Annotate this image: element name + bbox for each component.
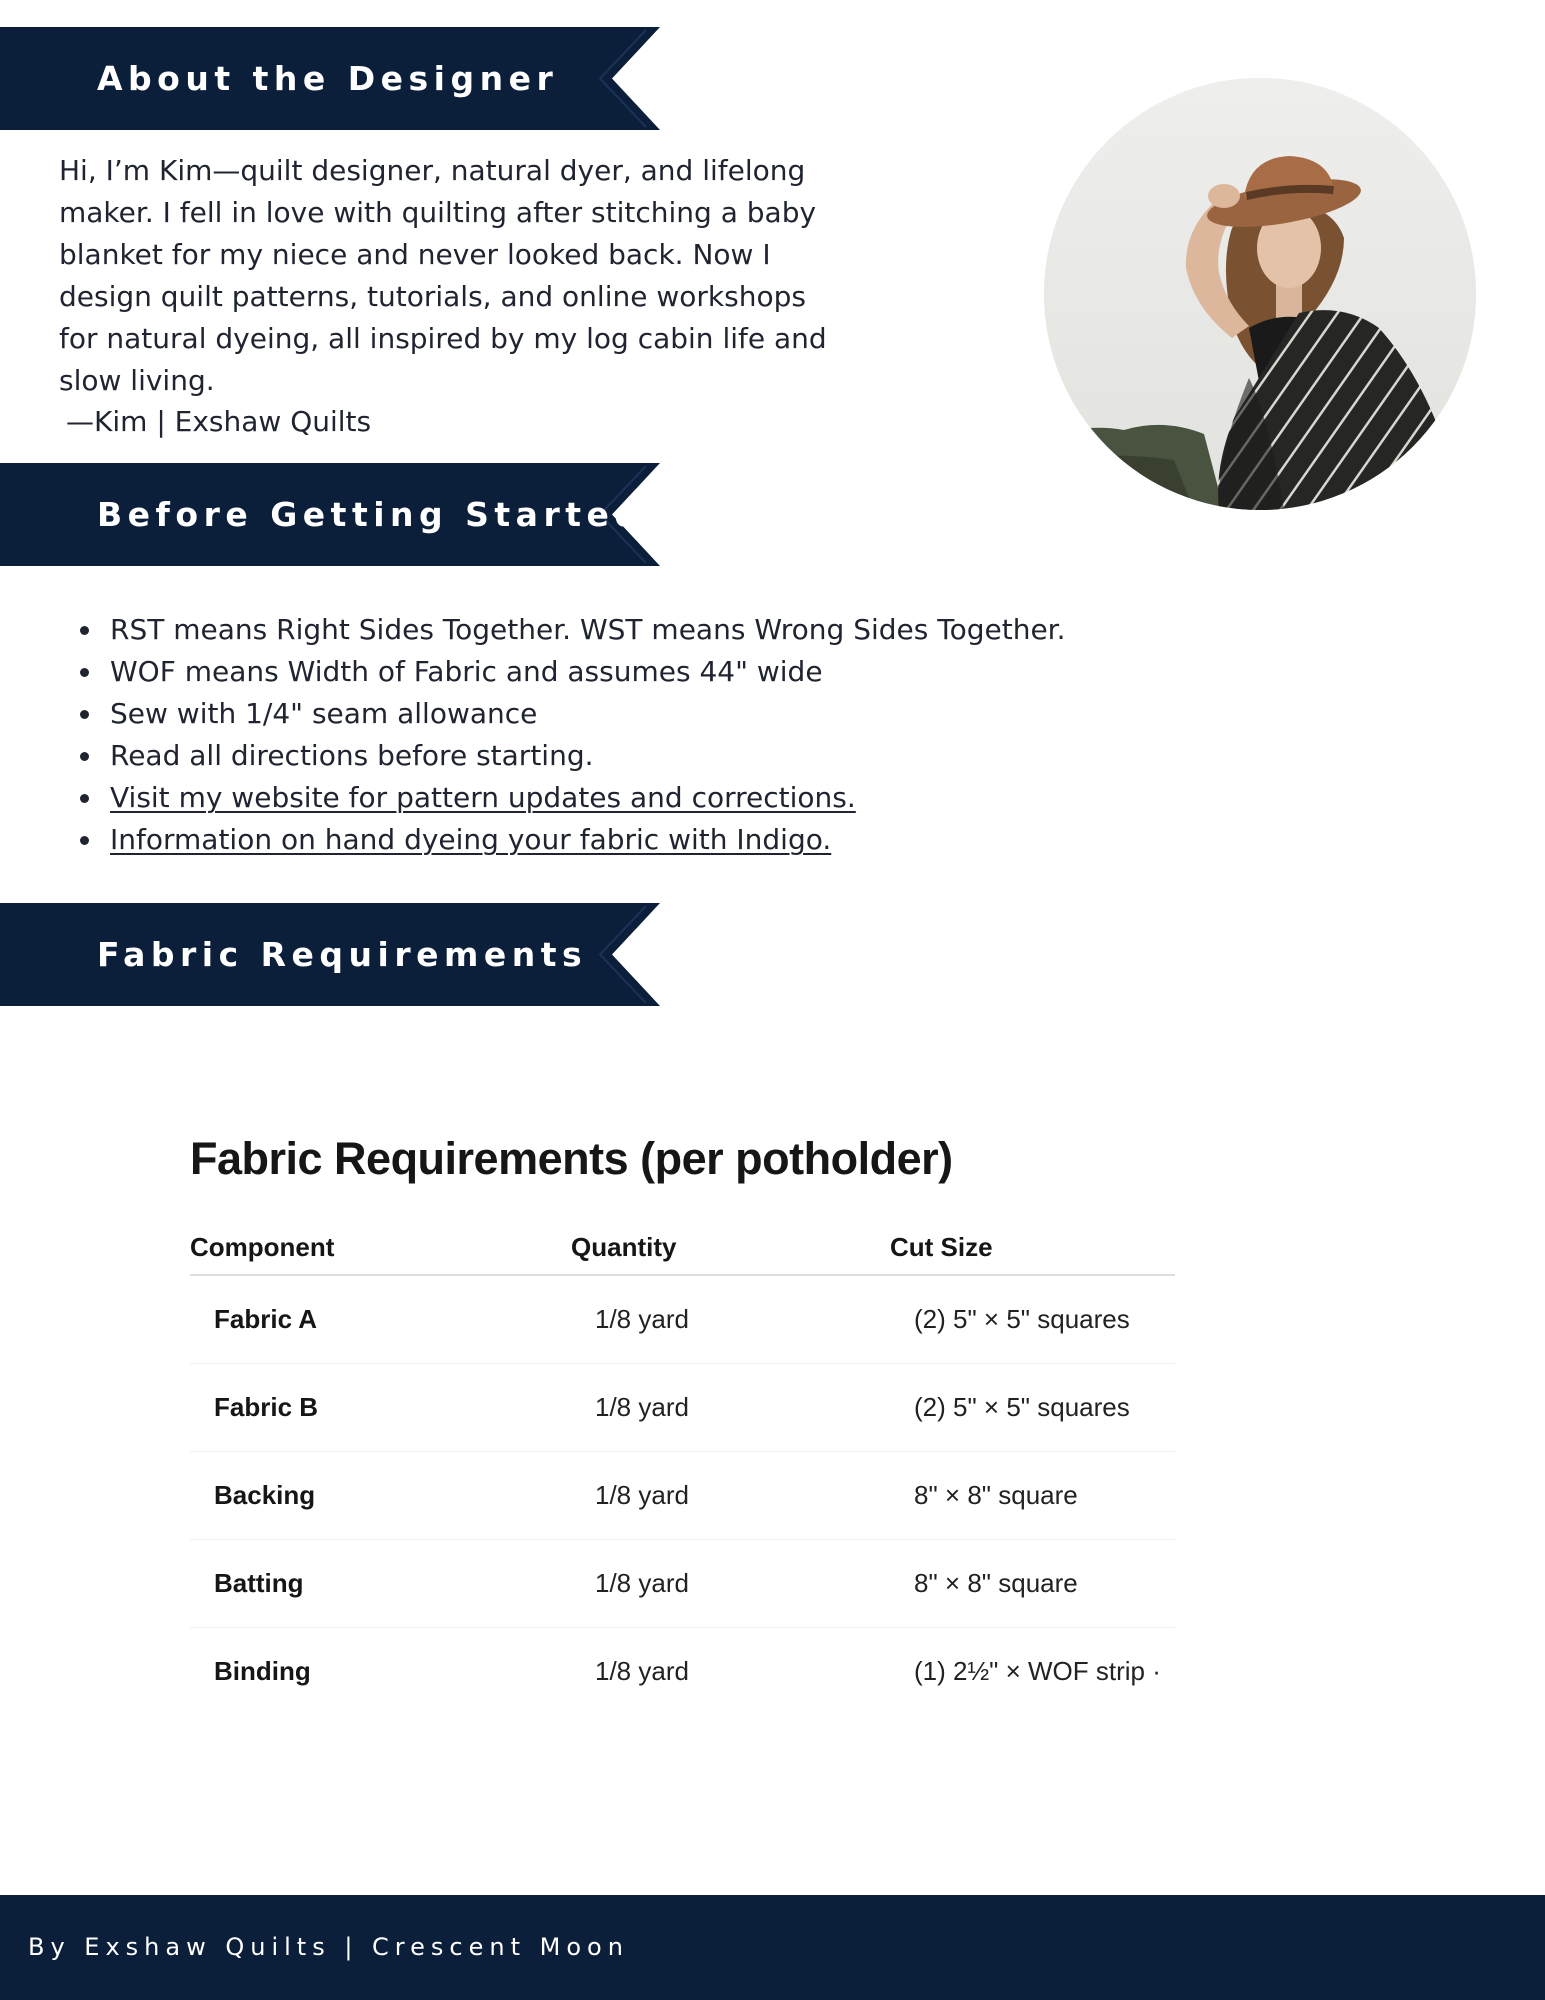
before-started-list (110, 609, 1066, 861)
before-started-banner (0, 463, 660, 566)
about-line: for natural dyeing, all inspired by my log cabin life and (59, 322, 827, 355)
portrait-illustration (1044, 78, 1476, 510)
fabric-requirements-banner (0, 903, 660, 1006)
list-item (110, 651, 1066, 693)
before-started-heading: Before Getting Started (97, 495, 644, 534)
cell-cut-size: (2) 5" × 5" squares (890, 1364, 1175, 1452)
list-item (110, 735, 1066, 777)
cell-quantity: 1/8 yard (571, 1364, 890, 1452)
about-line: Hi, I’m Kim—quilt designer, natural dyer, and lifelong (59, 154, 806, 187)
list-item-text: RST means Right Sides Together. WST means Wrong Sides Together. (110, 613, 1066, 646)
cell-component: Fabric B (190, 1364, 571, 1452)
about-line: slow living. (59, 364, 215, 397)
cell-quantity: 1/8 yard (595, 1656, 689, 1686)
fabric-requirements-section (190, 1126, 1175, 1686)
cell-cut-size: (1) 2½" × WOF strip · (914, 1656, 1161, 1686)
about-designer-text (59, 150, 849, 402)
website-link-item[interactable] (110, 777, 1066, 819)
cell-component: Binding (214, 1656, 311, 1686)
table-row (190, 1628, 1175, 1716)
about-designer-banner (0, 27, 660, 130)
designer-portrait-photo (1044, 78, 1476, 510)
column-header-cut-size: Cut Size (890, 1220, 1175, 1275)
fabric-requirements-heading: Fabric Requirements (97, 935, 588, 974)
list-item-text: Read all directions before starting. (110, 739, 594, 772)
cell-component: Backing (190, 1452, 571, 1540)
fabric-requirements-table (190, 1220, 1175, 1715)
indigo-dyeing-link[interactable]: Information on hand dyeing your fabric with Indigo. (110, 823, 832, 856)
table-row (190, 1452, 1175, 1540)
list-item (110, 609, 1066, 651)
fabric-table-title: Fabric Requirements (per potholder) (190, 1133, 953, 1184)
about-line: design quilt patterns, tutorials, and online workshops (59, 280, 806, 313)
about-line: blanket for my niece and never looked back. Now I (59, 238, 771, 271)
indigo-link-item[interactable] (110, 819, 1066, 861)
website-link[interactable]: Visit my website for pattern updates and corrections. (110, 781, 856, 814)
column-header-quantity: Quantity (571, 1220, 890, 1275)
table-row (190, 1275, 1175, 1364)
footer-credit: By Exshaw Quilts | Crescent Moon (28, 1933, 629, 1961)
page-footer (0, 1895, 1545, 2000)
list-item-text: WOF means Width of Fabric and assumes 44" wide (110, 655, 823, 688)
cell-cut-size: (2) 5" × 5" squares (890, 1275, 1175, 1364)
designer-signature: —Kim | Exshaw Quilts (66, 405, 372, 438)
cell-cut-size: 8" × 8" square (890, 1540, 1175, 1628)
list-item-text: Sew with 1/4" seam allowance (110, 697, 538, 730)
cell-quantity: 1/8 yard (571, 1275, 890, 1364)
column-header-component: Component (190, 1220, 571, 1275)
cell-cut-size: 8" × 8" square (890, 1452, 1175, 1540)
cell-component: Fabric A (190, 1275, 571, 1364)
about-line: maker. I fell in love with quilting after stitching a baby (59, 196, 817, 229)
cell-quantity: 1/8 yard (571, 1540, 890, 1628)
about-designer-heading: About the Designer (97, 59, 559, 98)
list-item (110, 693, 1066, 735)
cell-component: Batting (190, 1540, 571, 1628)
table-row (190, 1364, 1175, 1452)
table-row (190, 1540, 1175, 1628)
cell-quantity: 1/8 yard (571, 1452, 890, 1540)
table-header-row (190, 1220, 1175, 1275)
